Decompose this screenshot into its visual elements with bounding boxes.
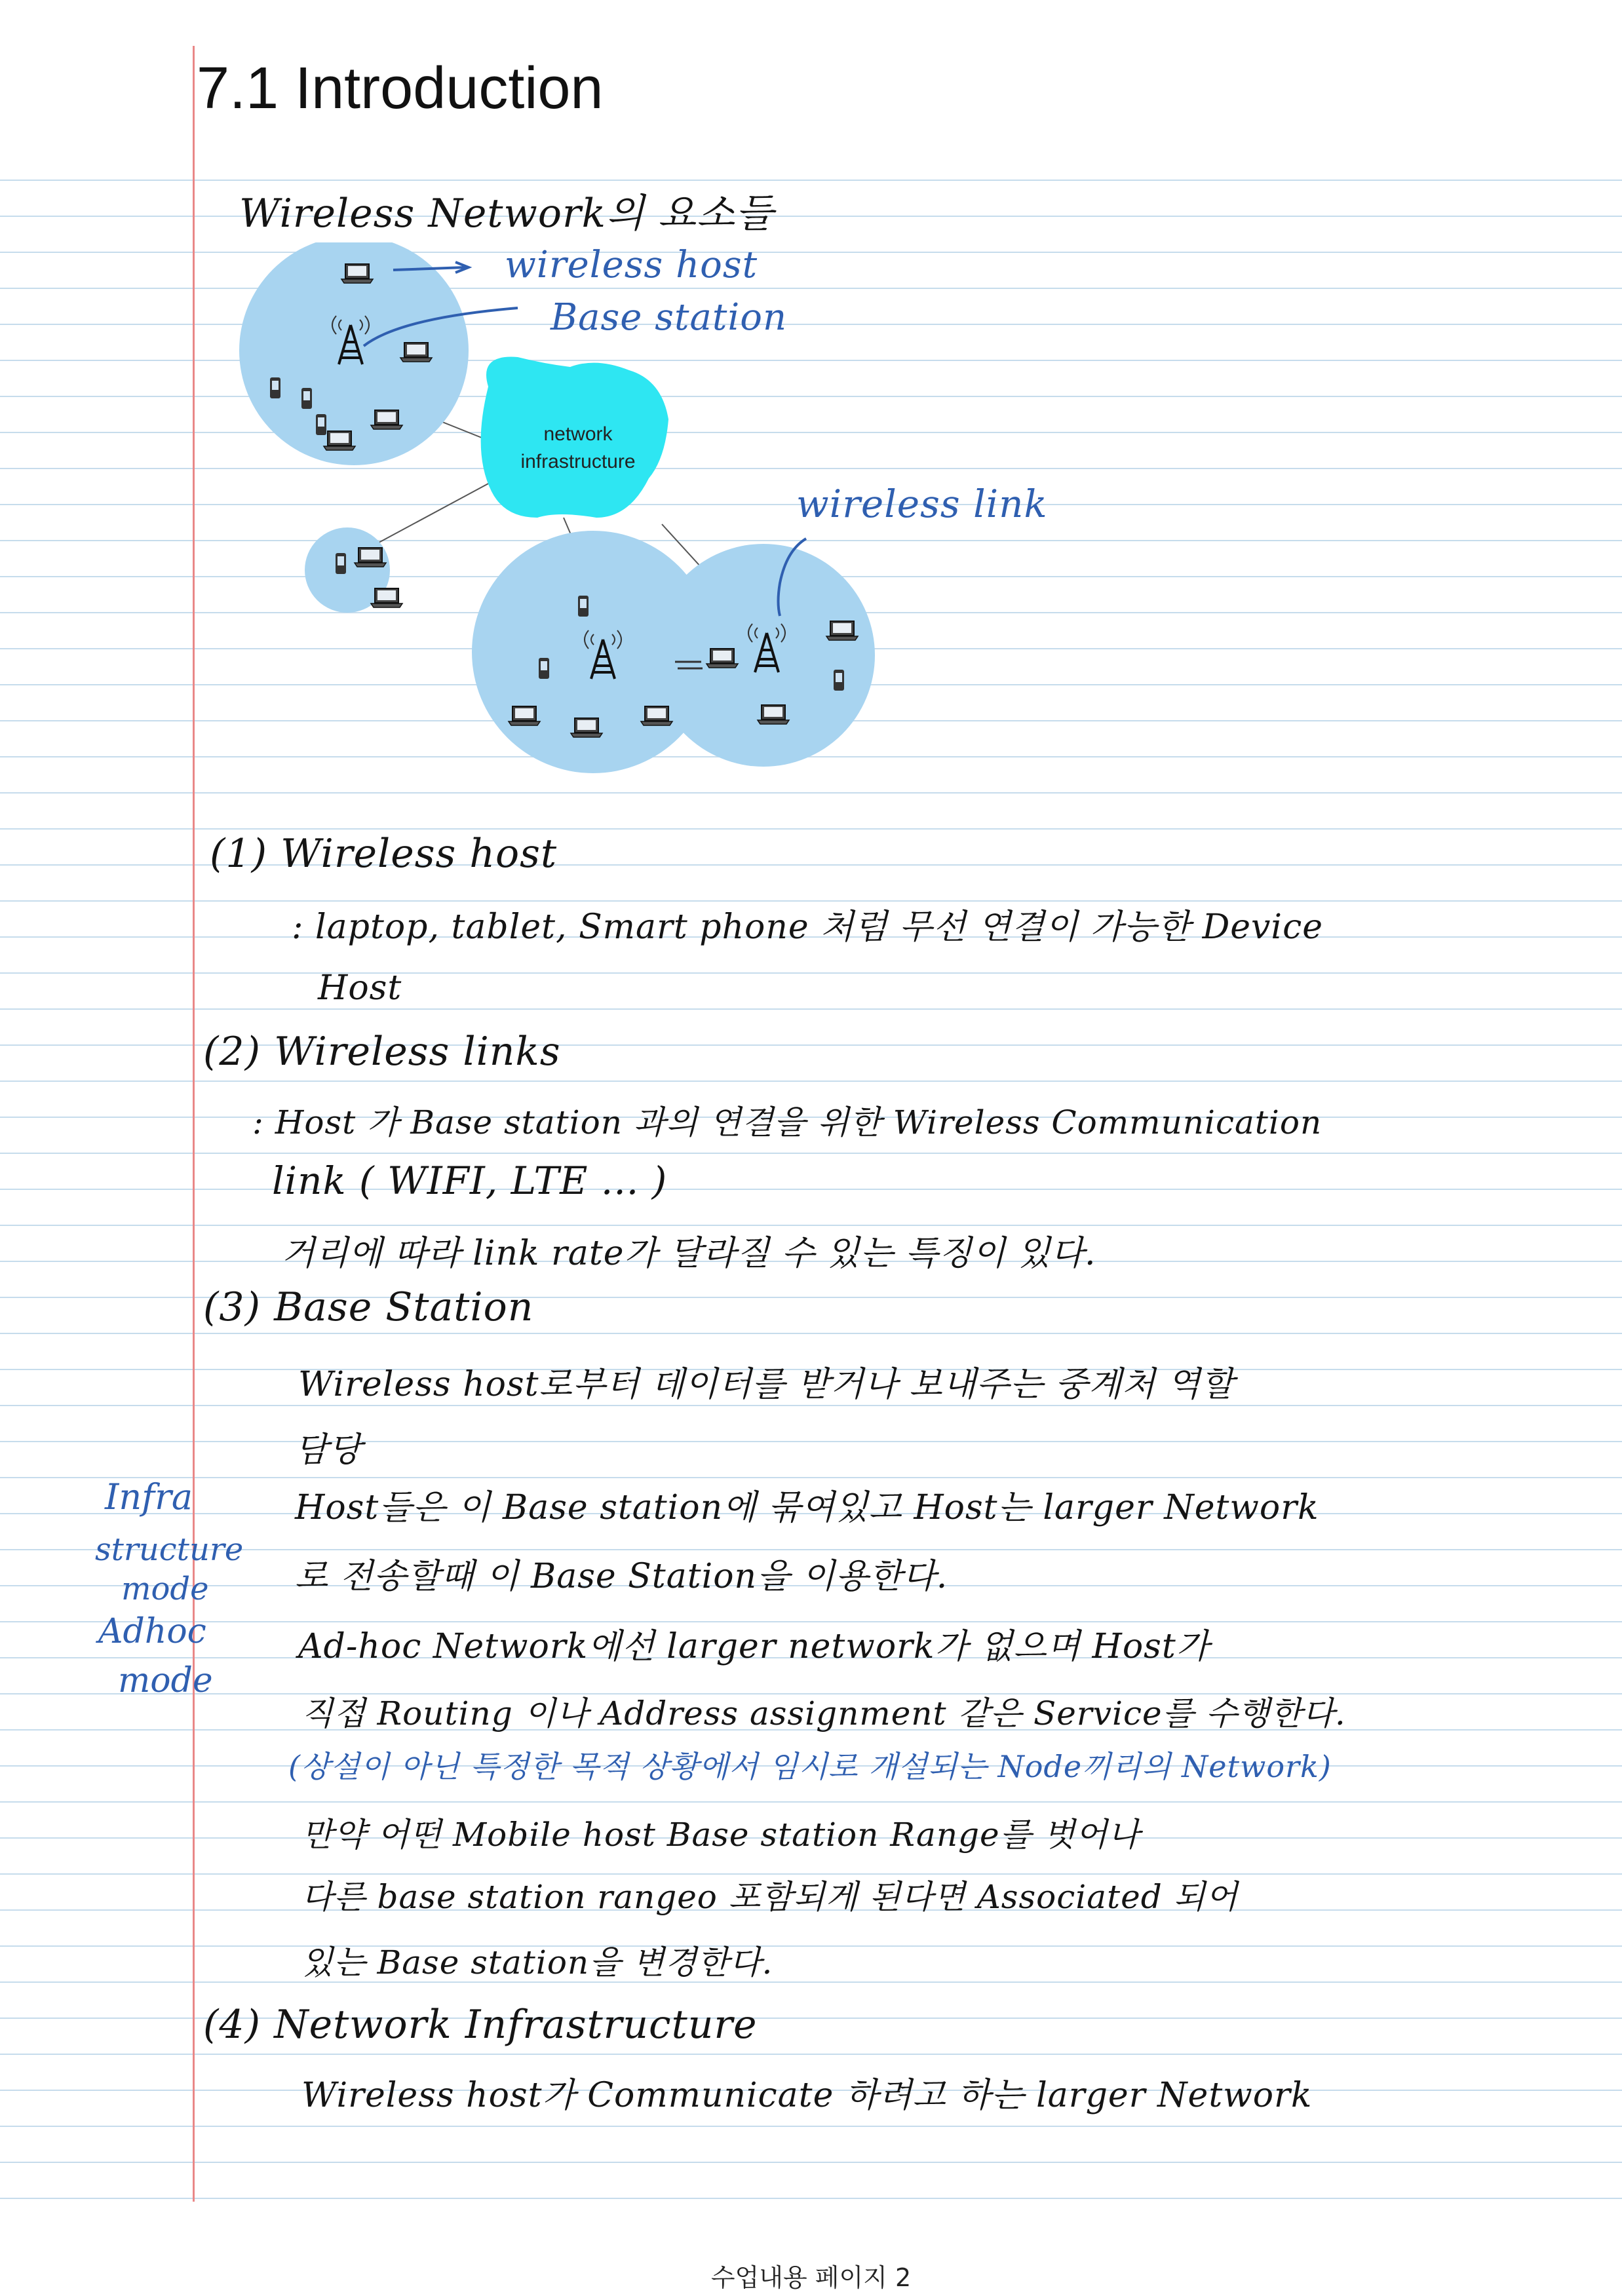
laptop-icon (341, 264, 373, 283)
phone-icon (316, 414, 326, 435)
side-note-adhoc-2: mode (118, 1661, 213, 1700)
section-2-line-2: link ( WIFI, LTE ... ) (272, 1158, 668, 1203)
section-3-line-8: 만약 어떤 Mobile host Base station Range를 벗어나 (301, 1816, 1140, 1854)
side-note-adhoc (98, 1612, 206, 1651)
section-2-title: (2) Wireless links (203, 1029, 561, 1075)
laptop-icon (758, 705, 789, 724)
section-3-line-1: Wireless host로부터 데이터를 받거나 보내주는 중계처 역할 (298, 1365, 1235, 1404)
section-1-line-1: : laptop, tablet, Smart phone 처럼 무선 연결이 가능한 Device (292, 908, 1323, 947)
side-note-adhoc-1: Adhoc (98, 1612, 206, 1651)
annotation-base-station: Base station (550, 296, 788, 339)
laptop-icon (706, 649, 738, 668)
section-1-line-2: Host (318, 968, 402, 1008)
laptop-icon (509, 706, 540, 725)
laptop-icon (371, 588, 402, 607)
section-3-line-10: 있는 Base station을 변경한다. (301, 1943, 773, 1981)
laptop-icon (355, 548, 386, 567)
side-note-adhoc-mode (118, 1661, 213, 1700)
phone-icon (301, 388, 312, 409)
laptop-icon (826, 621, 858, 640)
section-2-line-1: : Host 가 Base station 과의 연결을 위한 Wireless Communication (252, 1103, 1323, 1141)
laptop-icon (400, 343, 432, 362)
section-3-title: (3) Base Station (203, 1284, 534, 1330)
page-footer: 수업내용 페이지 2 (710, 2263, 912, 2292)
section-4-title: (4) Network Infrastructure (203, 2002, 758, 2048)
laptop-icon (371, 410, 402, 429)
side-note-structure (95, 1530, 243, 1569)
section-3-line-2: 담당 (295, 1430, 362, 1470)
side-note-infra-1: Infra (105, 1476, 193, 1518)
side-note-infra (105, 1478, 193, 1517)
cloud-label-line1: network (543, 423, 613, 445)
section-2-line-3: 거리에 따라 link rate가 달라질 수 있는 특징이 있다. (282, 1234, 1096, 1273)
side-note-infra-3: mode (121, 1571, 209, 1607)
section-1-title: (1) Wireless host (210, 831, 558, 877)
annotation-wireless-host: wireless host (505, 244, 758, 286)
phone-icon (336, 553, 346, 574)
laptop-icon (641, 706, 672, 725)
annotation-wireless-link: wireless link (796, 482, 1048, 526)
cloud-label-line2: infrastructure (520, 451, 636, 472)
section-3-line-6: 직접 Routing 이나 Address assignment 같은 Service를 수행한다. (301, 1694, 1346, 1732)
section-3-line-4: 로 전송할때 이 Base Station을 이용한다. (295, 1557, 948, 1596)
margin-line (193, 46, 195, 2202)
phone-icon (578, 596, 589, 617)
side-note-infra-2: structure (95, 1531, 244, 1568)
cell-bottom-right (652, 544, 875, 767)
heading: Wireless Network의 요소들 (239, 191, 774, 237)
section-3-line-7: (상설이 아닌 특정한 목적 상황에서 임시로 개설되는 Node끼리의 Network) (288, 1749, 1332, 1784)
section-4-line-1: Wireless host가 Communicate 하려고 하는 larger Network (301, 2076, 1313, 2115)
section-3-line-9: 다른 base station rangeo 포함되게 된다면 Associated 되어 (301, 1878, 1239, 1916)
section-3-line-3: Host들은 이 Base station에 묶여있고 Host는 larger Network (295, 1488, 1319, 1527)
laptop-icon (571, 718, 602, 737)
phone-icon (270, 377, 280, 398)
phone-icon (834, 670, 844, 691)
side-note-mode (121, 1569, 209, 1609)
page-title: 7.1 Introduction (197, 56, 604, 121)
laptop-icon (324, 431, 355, 450)
section-3-line-5: Ad-hoc Network에선 larger network가 없으며 Host가 (298, 1627, 1210, 1666)
phone-icon (539, 658, 549, 679)
